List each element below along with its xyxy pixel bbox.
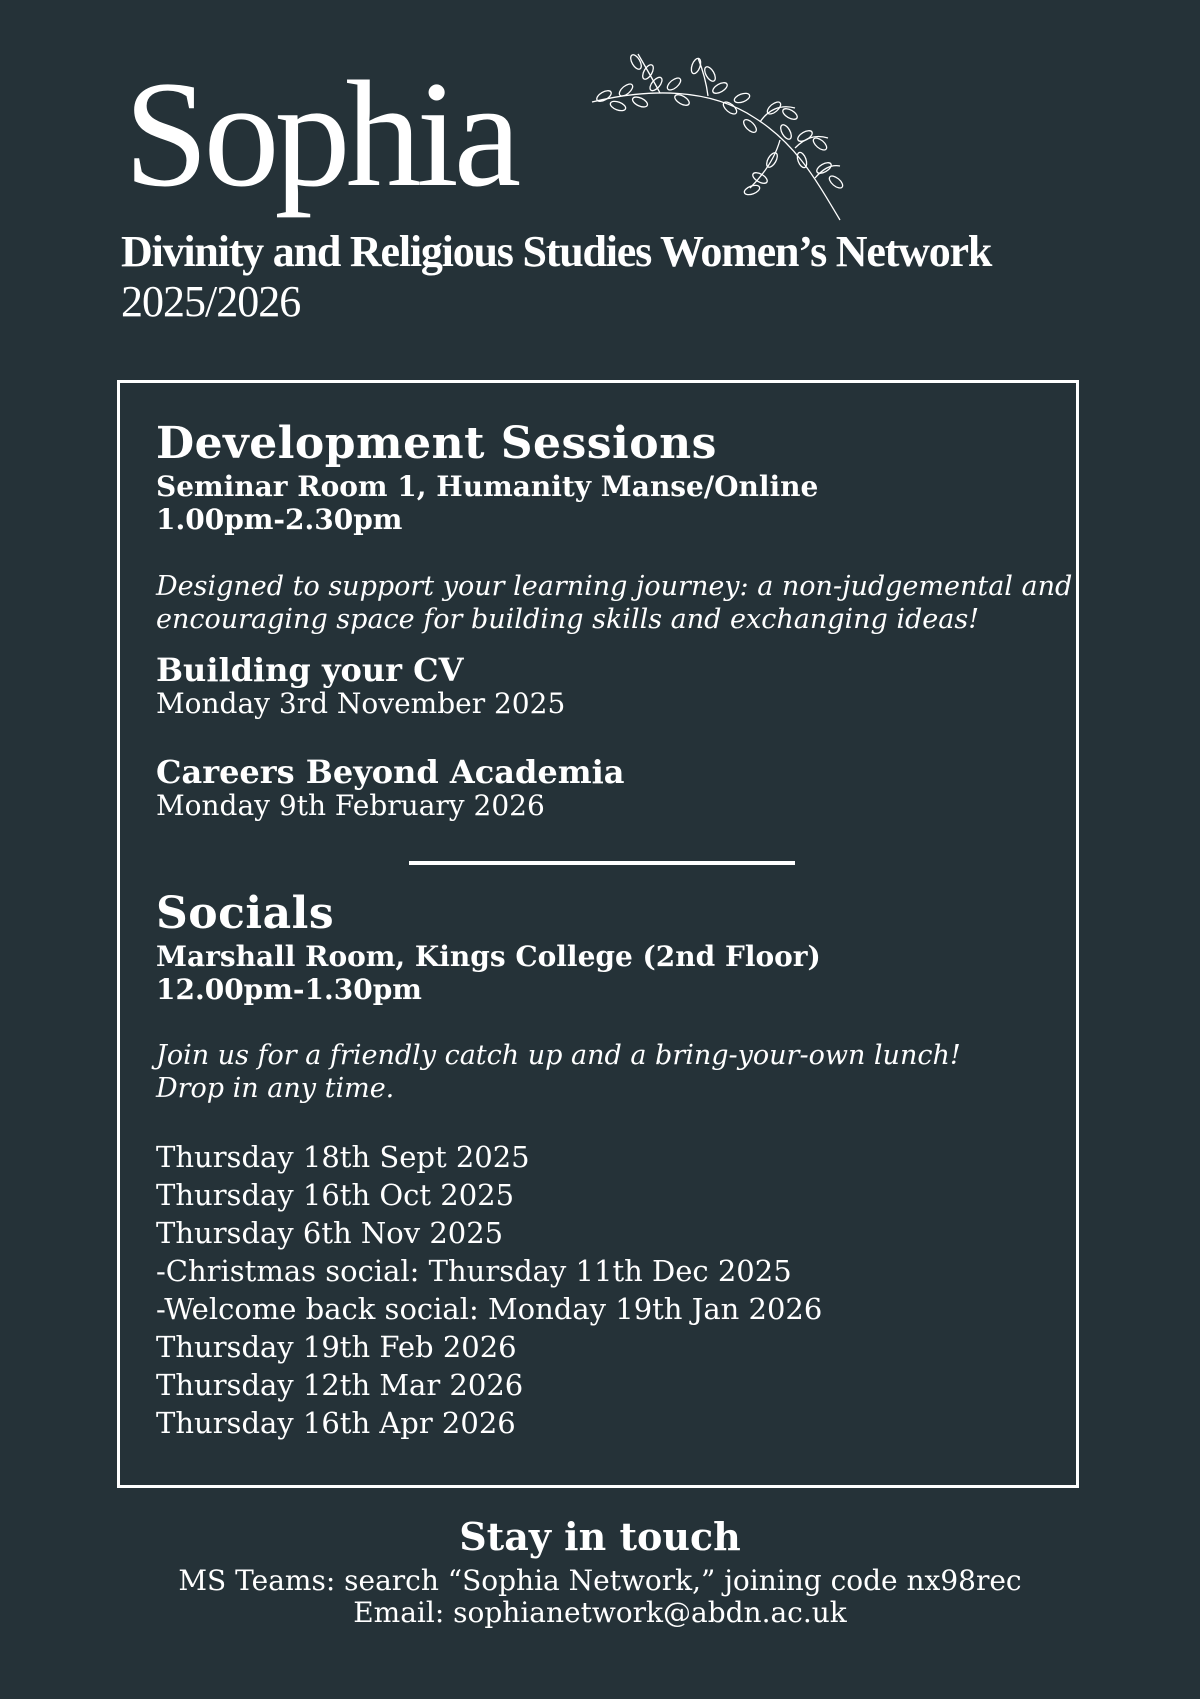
academic-year: 2025/2026	[121, 277, 301, 326]
list-item: Thursday 18th Sept 2025	[156, 1140, 530, 1174]
list-item: Thursday 19th Feb 2026	[156, 1330, 517, 1364]
network-subtitle: Divinity and Religious Studies Women’s Network	[121, 227, 992, 276]
event-title: Building your CV	[156, 651, 464, 689]
section-divider	[409, 861, 795, 865]
leafy-sprig-icon	[590, 48, 850, 228]
list-item: Thursday 16th Oct 2025	[156, 1178, 515, 1212]
development-location: Seminar Room 1, Humanity Manse/Online	[156, 470, 819, 503]
teams-contact: MS Teams: search “Sophia Network,” joining code nx98rec	[178, 1564, 1022, 1597]
socials-description-line-1: Join us for a friendly catch up and a bring-your-own lunch!	[156, 1040, 961, 1071]
development-heading: Development Sessions	[156, 418, 717, 469]
socials-heading: Socials	[156, 888, 335, 939]
development-description-line-2: encouraging space for building skills and exchanging ideas!	[156, 604, 980, 635]
list-item: -Welcome back social: Monday 19th Jan 2026	[156, 1292, 823, 1326]
socials-date-list	[156, 1138, 822, 1442]
contact-heading: Stay in touch	[459, 1514, 741, 1559]
socials-location: Marshall Room, Kings College (2nd Floor)	[156, 940, 821, 973]
event-date: Monday 9th February 2026	[156, 789, 545, 822]
socials-time: 12.00pm-1.30pm	[156, 973, 422, 1006]
event-date: Monday 3rd November 2025	[156, 687, 566, 720]
development-description-line-1: Designed to support your learning journey: a non-judgemental and	[156, 571, 1073, 602]
list-item: Thursday 12th Mar 2026	[156, 1368, 524, 1402]
events-panel	[117, 380, 1079, 1488]
page-title: Sophia	[124, 50, 517, 218]
socials-description-line-2: Drop in any time.	[156, 1073, 395, 1104]
list-item: Thursday 6th Nov 2025	[156, 1216, 504, 1250]
list-item: -Christmas social: Thursday 11th Dec 2025	[156, 1254, 792, 1288]
email-contact: Email: sophianetwork@abdn.ac.uk	[353, 1596, 847, 1629]
event-title: Careers Beyond Academia	[156, 753, 625, 791]
development-time: 1.00pm-2.30pm	[156, 503, 403, 536]
list-item: Thursday 16th Apr 2026	[156, 1406, 516, 1440]
